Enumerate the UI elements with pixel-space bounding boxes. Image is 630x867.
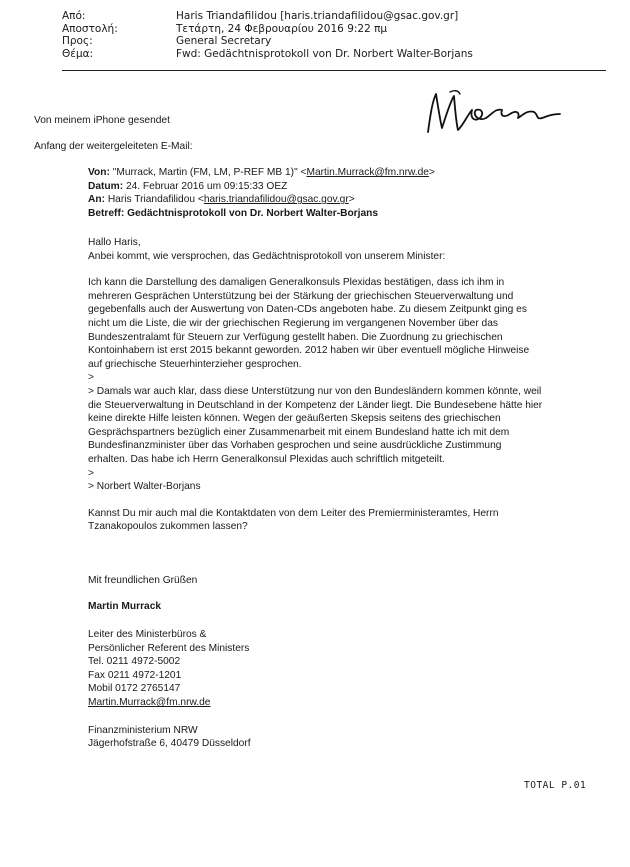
forward-to-email[interactable]: haris.triandafilidou@gsac.gov.gr bbox=[203, 194, 349, 206]
closing-line: Mit freundlichen Grüßen bbox=[88, 574, 198, 586]
forward-from-label: Von: bbox=[88, 167, 110, 178]
forward-subject-row bbox=[88, 207, 435, 221]
forward-from-close: > bbox=[428, 167, 435, 178]
header-to-value: General Secretary bbox=[176, 35, 272, 47]
mobil-line: Mobil 0172 2765147 bbox=[88, 683, 181, 695]
message-body bbox=[88, 236, 542, 751]
sent-from-line: Von meinem iPhone gesendet bbox=[34, 115, 170, 126]
organization-block bbox=[88, 724, 542, 751]
paragraph-line: mehreren Gesprächen Unterstützung bei der Stärkung der griechischen Steuerverwaltung und bbox=[88, 290, 514, 302]
greeting: Hallo Haris, bbox=[88, 237, 141, 248]
paragraph-line: auf griechische Steuerhinterzieher gesprochen. bbox=[88, 358, 302, 370]
forward-from-value: "Murrack, Martin (FM, LM, P-REF MB 1)" < bbox=[112, 167, 307, 178]
paragraph-line: Bundesfinanzminister über das Vorhaben gesprochen und seine ausdrückliche Zustimmung bbox=[88, 440, 502, 452]
header-from-value: Haris Triandafilidou [haris.triandafilidou@gsac.gov.gr] bbox=[176, 10, 459, 22]
paragraph-line: nicht um die Liste, die wir der griechischen Regierung im vergangenen November über das bbox=[88, 317, 498, 329]
paragraph-line: die Steuerverwaltung in Deutschland in der Kompetenz der Länder liegt. Die Bundesebene hätte hier bbox=[88, 399, 543, 411]
email-header bbox=[62, 10, 602, 60]
quote-marker: > bbox=[88, 467, 94, 479]
tel-line: Tel. 0211 4972-5002 bbox=[88, 656, 181, 668]
opening-line: Anbei kommt, wie versprochen, das Gedächtnisprotokoll von unserem Minister: bbox=[88, 250, 446, 262]
forward-to-value: Haris Triandafilidou < bbox=[107, 194, 204, 206]
header-to-label: Προς: bbox=[62, 35, 93, 47]
header-from-row bbox=[62, 10, 602, 23]
paragraph-line: Bundeszentralamt für Steuern zur Verfügung gestellt haben. Die Zuordnung zu griechischen bbox=[88, 331, 503, 343]
fax-line: Fax 0211 4972-1201 bbox=[88, 669, 182, 681]
handwritten-signature bbox=[420, 88, 570, 140]
paragraph-line: Gesprächspartners bezüglich einer Zusammenarbeit mit einem Bundesland hatte ich mit dem bbox=[88, 426, 510, 438]
header-subject-label: Θέμα: bbox=[62, 47, 94, 60]
signer-name: Martin Murrack bbox=[88, 601, 162, 613]
forward-to-row bbox=[88, 193, 435, 207]
signature-block bbox=[88, 628, 542, 710]
signature-email-link[interactable]: Martin.Murrack@fm.nrw.de bbox=[88, 697, 211, 709]
forward-from-row bbox=[88, 166, 435, 180]
forward-date-value: 24. Februar 2016 um 09:15:33 OEZ bbox=[125, 180, 288, 192]
protocol-paragraph-2 bbox=[88, 385, 542, 467]
forward-to-close: > bbox=[348, 194, 355, 206]
organization-name: Finanzministerium NRW bbox=[88, 724, 198, 736]
paragraph-line: gegebenfalls auch der Auswertung von Daten-CDs angeboten habe. Zu diesem Zeitpunkt ging es bbox=[88, 304, 527, 316]
header-subject-value: Fwd: Gedächtnisprotokoll von Dr. Norbert Walter-Borjans bbox=[176, 47, 473, 60]
paragraph-line: Tzanakopoulos zukommen lassen? bbox=[88, 521, 248, 533]
forward-header bbox=[88, 166, 435, 220]
forward-date-label: Datum: bbox=[88, 180, 124, 192]
organization-address: Jägerhofstraße 6, 40479 Düsseldorf bbox=[88, 738, 251, 750]
paragraph-line: keine direkte Hilfe leisten können. Wegen der geäußerten Skepsis seitens des griechischen bbox=[88, 413, 501, 425]
forward-subject-value: Gedächtnisprotokoll von Dr. Norbert Walter-Borjans bbox=[127, 207, 379, 219]
fax-total-pages: TOTAL P.01 bbox=[524, 780, 587, 791]
paragraph-line: Kontoinhabern ist erst 2015 bekannt geworden. 2012 haben wir über eventuell mögliche Hinweise bbox=[88, 345, 530, 357]
header-sent-row bbox=[62, 23, 602, 36]
header-sent-value: Τετάρτη, 24 Φεβρουαρίου 2016 9:22 πμ bbox=[176, 22, 388, 35]
forwarded-start-line: Anfang der weitergeleiteten E-Mail: bbox=[34, 140, 193, 152]
paragraph-line: Kannst Du mir auch mal die Kontaktdaten von dem Leiter des Premierministeramtes, Herrn bbox=[88, 507, 499, 519]
paragraph-line: erhalten. Das habe ich Herrn Generalkonsul Plexidas auch schriftlich mitgeteilt. bbox=[88, 453, 445, 465]
paragraph-line: > Damals war auch klar, dass diese Unterstützung nur von den Bundesländern kommen könnte, weil bbox=[88, 385, 542, 397]
header-subject-row bbox=[62, 48, 602, 61]
paragraph-line: Ich kann die Darstellung des damaligen Generalkonsuls Plexidas bestätigen, dass ich ihm in bbox=[88, 277, 505, 289]
header-from-label: Από: bbox=[62, 10, 86, 22]
protocol-paragraph-1 bbox=[88, 276, 542, 371]
quote-signature: > Norbert Walter-Borjans bbox=[88, 481, 201, 493]
request-paragraph bbox=[88, 507, 542, 534]
forward-from-email[interactable]: Martin.Murrack@fm.nrw.de bbox=[306, 167, 429, 178]
role-line: Leiter des Ministerbüros & bbox=[88, 629, 207, 641]
forward-subject-label: Betreff: bbox=[88, 207, 125, 219]
header-sent-label: Αποστολή: bbox=[62, 22, 118, 35]
quote-marker: > bbox=[88, 372, 94, 384]
header-divider bbox=[62, 70, 606, 71]
forward-date-row bbox=[88, 180, 435, 194]
forward-to-label: An: bbox=[88, 194, 105, 206]
intro-block bbox=[34, 114, 193, 153]
role-line: Persönlicher Referent des Ministers bbox=[88, 642, 250, 654]
header-to-row bbox=[62, 35, 602, 48]
